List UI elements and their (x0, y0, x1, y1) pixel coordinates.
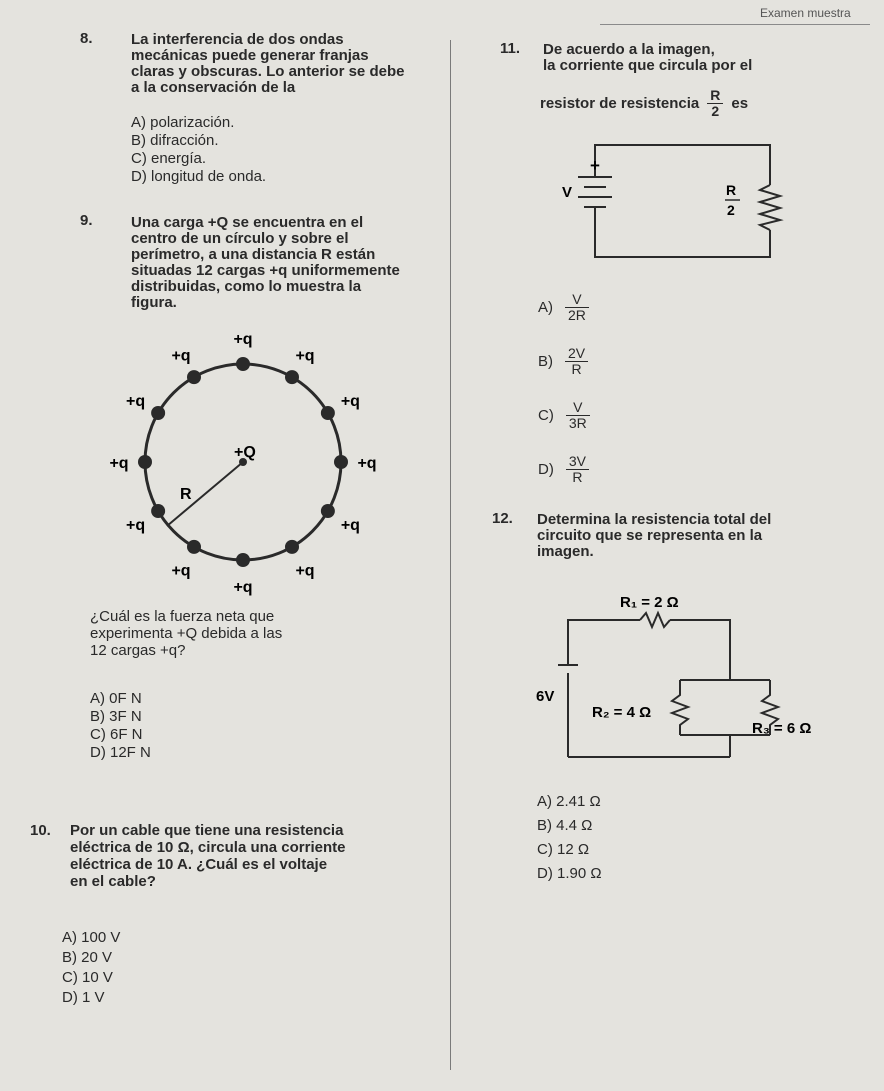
q9-question-line: ¿Cuál es la fuerza neta que (90, 608, 275, 625)
q9-question-line: experimenta +Q debida a las (90, 625, 283, 642)
q11-text-tail (540, 88, 748, 119)
q12-number: 12. (492, 510, 513, 527)
q11-line-end: es (731, 94, 749, 112)
radius-line (167, 462, 243, 526)
frac-numerator: 3V (566, 454, 589, 470)
charge-dot (236, 553, 250, 567)
q8-option-b[interactable]: B) difracción. (131, 132, 219, 149)
q9-option-b[interactable]: B) 3F N (90, 708, 142, 725)
q8-option-a[interactable]: A) polarización. (131, 114, 235, 131)
center-charge-label: +Q (234, 444, 256, 461)
q10-text (70, 822, 440, 890)
q9-options (90, 690, 151, 762)
q9-option-a[interactable]: A) 0F N (90, 690, 142, 707)
charge-label: +q (295, 347, 315, 365)
q11-number: 11. (500, 40, 521, 57)
q10-options (62, 928, 120, 1008)
q9-line: Una carga +Q se encuentra en el (131, 214, 364, 231)
q11-text (543, 42, 873, 74)
charge-dot (151, 504, 165, 518)
q9-line: figura. (131, 294, 177, 311)
q11-line: De acuerdo a la imagen, (543, 41, 715, 58)
charge-dot (236, 357, 250, 371)
q8-line: mecánicas puede generar franjas (131, 47, 369, 64)
q9-line: distribuidas, como lo muestra la (131, 278, 362, 295)
resistor-zigzag (760, 185, 780, 230)
q8-option-d[interactable]: D) longitud de onda. (131, 168, 267, 185)
q9-charge-circle-figure (100, 330, 400, 600)
charge-label: +q (340, 393, 360, 410)
q12-option-b[interactable]: B) 4.4 Ω (537, 817, 593, 834)
charge-dot (187, 370, 201, 384)
q10-line: en el cable? (70, 873, 156, 890)
exam-header: Examen muestra (760, 6, 851, 20)
q10-option-c[interactable]: C) 10 V (62, 969, 113, 986)
charge-label: +q (233, 579, 253, 596)
charge-dot (334, 455, 348, 469)
q8-text (131, 32, 451, 96)
source-label: 6V (536, 688, 555, 705)
q8-line: a la conservación de la (131, 79, 296, 96)
charge-dot (285, 370, 299, 384)
q11-line: la corriente que circula por el (543, 57, 753, 74)
q8-option-c[interactable]: C) energía. (131, 150, 207, 167)
frac-denominator: 3R (568, 414, 587, 431)
q10-option-d[interactable]: D) 1 V (62, 989, 105, 1006)
header-rule (600, 24, 870, 25)
resistor-label-num: R (726, 182, 737, 198)
r2-zigzag (672, 680, 688, 735)
q9-line: centro de un círculo y sobre el (131, 230, 349, 247)
frac-numerator: V (566, 400, 590, 416)
q12-option-c[interactable]: C) 12 Ω (537, 841, 590, 858)
frac-numerator: V (565, 292, 589, 308)
q9-number: 9. (80, 212, 93, 229)
q10-number: 10. (30, 822, 51, 839)
q9-text (131, 215, 451, 311)
q9-question (90, 608, 282, 659)
r3-label: R₃ = 6 Ω (752, 720, 812, 737)
q12-text (537, 512, 867, 560)
charge-label: +q (126, 517, 146, 534)
q12-line: imagen. (537, 543, 594, 560)
r1-zigzag (640, 613, 670, 627)
q9-option-c[interactable]: C) 6F N (90, 726, 143, 743)
charge-label: +q (171, 562, 191, 580)
column-divider (450, 40, 451, 1070)
wire-left-top (568, 620, 640, 665)
option-letter: D) (538, 460, 554, 478)
charge-dot (285, 540, 299, 554)
resistor-label-den: 2 (727, 202, 735, 218)
frac-denominator: 2 (711, 103, 720, 119)
frac-numerator: R (707, 88, 723, 104)
battery-voltage-label: V (562, 184, 573, 201)
radius-label: R (180, 486, 192, 503)
q12-options (537, 790, 602, 886)
charge-label: +q (295, 562, 315, 580)
q8-number: 8. (80, 30, 93, 47)
charge-dot (138, 455, 152, 469)
frac-denominator: 2R (568, 306, 586, 323)
q11-option-a[interactable] (538, 280, 590, 334)
wire-top (595, 145, 770, 185)
option-letter: A) (538, 298, 553, 316)
q11-line: resistor de resistencia (540, 94, 700, 112)
q12-option-a[interactable]: A) 2.41 Ω (537, 793, 601, 810)
charge-dot (321, 406, 335, 420)
r1-label: R₁ = 2 Ω (620, 594, 679, 611)
frac-denominator: R (572, 468, 583, 485)
frac-numerator: 2V (565, 346, 588, 362)
q12-line: circuito que se representa en la (537, 527, 763, 544)
r2-label: R₂ = 4 Ω (592, 704, 652, 721)
q9-line: perímetro, a una distancia R están (131, 246, 376, 263)
charge-dot (151, 406, 165, 420)
q11-options (538, 280, 590, 496)
wire-bottom (595, 210, 770, 257)
q12-circuit-figure (520, 585, 850, 785)
charge-label: +q (233, 331, 253, 348)
frac-denominator: R (571, 360, 582, 377)
q11-option-c[interactable] (538, 388, 590, 442)
charge-label: +q (109, 455, 129, 472)
option-letter: B) (538, 352, 553, 370)
option-letter: C) (538, 406, 554, 424)
q11-option-d[interactable] (538, 442, 590, 496)
charge-dot (187, 540, 201, 554)
q10-option-a[interactable]: A) 100 V (62, 929, 121, 946)
charge-label: +q (171, 347, 191, 365)
charge-label: +q (357, 455, 377, 472)
q10-line: eléctrica de 10 Ω, circula una corriente (70, 839, 346, 856)
charge-label: +q (340, 517, 360, 534)
q12-option-d[interactable]: D) 1.90 Ω (537, 865, 602, 882)
q8-line: claras y obscuras. Lo anterior se debe (131, 63, 405, 80)
q8-line: La interferencia de dos ondas (131, 31, 344, 48)
q10-line: eléctrica de 10 A. ¿Cuál es el voltaje (70, 856, 328, 873)
q12-line: Determina la resistencia total del (537, 511, 772, 528)
wire-right-top (670, 620, 730, 680)
charge-dot (321, 504, 335, 518)
q11-circuit-figure (560, 135, 800, 270)
q10-line: Por un cable que tiene una resistencia (70, 822, 344, 839)
charge-label: +q (126, 393, 146, 410)
battery-plus-label: + (590, 156, 600, 175)
q9-option-d[interactable]: D) 12F N (90, 744, 151, 761)
q11-option-b[interactable] (538, 334, 590, 388)
q8-options (131, 114, 266, 186)
q11-inline-fraction (707, 88, 723, 119)
q9-question-line: 12 cargas +q? (90, 642, 186, 659)
q9-line: situadas 12 cargas +q uniformemente (131, 262, 400, 279)
q10-option-b[interactable]: B) 20 V (62, 949, 113, 966)
